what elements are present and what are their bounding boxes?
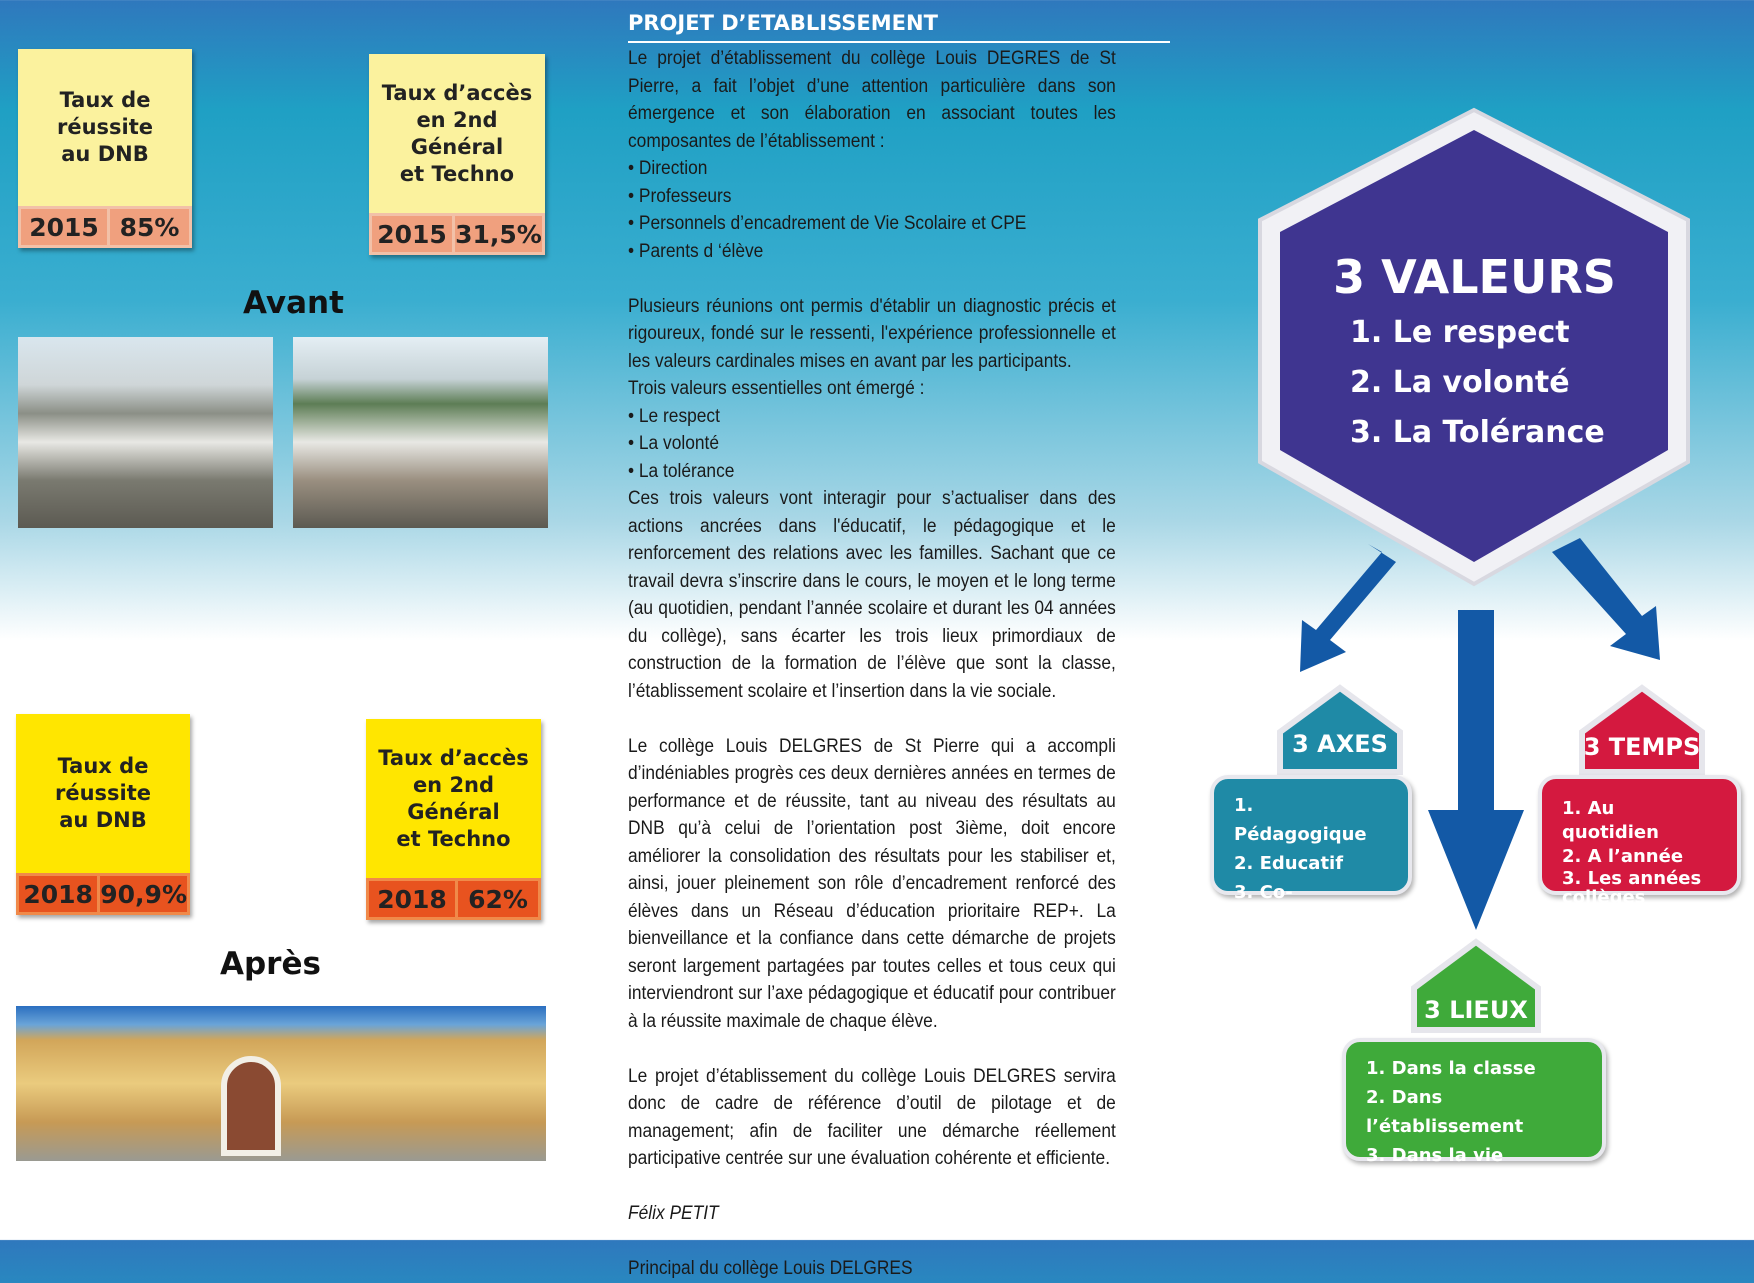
temps-card [1538, 775, 1741, 908]
stat-access-2018 [366, 719, 541, 920]
article-title: PROJET D’ETABLISSEMENT [628, 11, 938, 35]
article-body [628, 45, 1116, 1283]
temps-item: 2. A l’année [1562, 846, 1684, 867]
list-item: • La volonté [628, 433, 719, 454]
list-item: • Personnels d’encadrement de Vie Scolaire et CPE [628, 213, 1027, 234]
stat-value: 85% [110, 209, 189, 245]
list-item: • Direction [628, 158, 708, 179]
stat-dnb-2018 [16, 714, 190, 915]
paragraph-progress: Le collège Louis DELGRES de St Pierre qui a accompli d’indéniables progrès ces deux dernières années en termes de performance et de réussite, tant au niveau des résultats au DNB qu’à celui de l’orientation post 3ième, doit encore améliorer la consolidation des résultats pour les stabiliser et, ainsi, jouer pleinement son rôle d’encadrement renforcé des élèves dans un Réseau d’éducation prioritaire REP+. La bienveillance et la confiance dans cette démarche de projets seront largement partagées par toutes celles et tous ceux qui interviendront sur l’axe pédagogique et éducatif pour contribuer à la réussite maximale de chaque élève. [628, 735, 1116, 1032]
stat-year: 2015 [372, 216, 452, 252]
stat-year: 2015 [21, 209, 107, 245]
list-item: • Parents d ‘élève [628, 240, 764, 262]
stat-year: 2018 [19, 876, 97, 912]
temps-item: 1. Au quotidien [1562, 798, 1659, 843]
temps-title: 3 TEMPS [1583, 733, 1701, 761]
paragraph-actions: Ces trois valeurs vont interagir pour s’actualiser dans des actions ancrées dans l'éducatif, le pédagogique et le renforcement des relations avec les familles. Sachant que ce travail devra s’inscrire dans le cours, le moyen et le long terme (au quotidien, pendant l’année scolaire et durant les 04 années du collège), sans écarter les trois lieux primordiaux de construction de la formation de l’élève que sont la classe, l’établissement scolaire et l’insertion dans la vie sociale. [628, 488, 1116, 702]
lieux-item: 2. Dans l’établissement [1366, 1087, 1524, 1137]
photo-after [16, 1006, 546, 1161]
after-heading: Après [220, 946, 321, 982]
title-rule [628, 41, 1170, 43]
paragraph-meetings: Plusieurs réunions ont permis d'établir un diagnostic précis et rigoureux, fondé sur le ressenti, l'expérience professionnelle et les valeurs cardinales mises en avant par les participants. [628, 295, 1116, 372]
stat-value: 62% [458, 881, 538, 917]
lieux-title: 3 LIEUX [1424, 996, 1528, 1024]
arrow-left-icon [1300, 544, 1396, 672]
list-item: • La tolérance [628, 460, 735, 482]
axes-title: 3 AXES [1292, 730, 1388, 758]
list-item: • Le respect [628, 405, 720, 427]
arrow-down-icon [1428, 610, 1524, 930]
list-item: • Professeurs [628, 185, 732, 207]
value-item: 3. La Tolérance [1350, 415, 1605, 450]
stat-value: 90,9% [100, 876, 187, 912]
photo-before-2 [293, 337, 548, 528]
stat-label: Taux de réussite au DNB [54, 754, 152, 832]
signature-role: Principal du collège Louis DELGRES [628, 1258, 913, 1279]
paragraph-conclusion: Le projet d’établissement du collège Louis DELGRES servira donc de cadre de référence d’outil de pilotage et de management; afin de faciliter une démarche réellement participative centrée sur une évaluation cohérente et efficiente. [628, 1065, 1116, 1169]
arrow-right-icon [1552, 538, 1660, 660]
signature: Félix PETIT [628, 1203, 719, 1224]
paragraph-values-intro: Trois valeurs essentielles ont émergé : [628, 378, 925, 399]
stat-value: 31,5% [455, 216, 542, 252]
axes-item: 1. Pédagogique [1234, 795, 1367, 845]
axes-card [1210, 775, 1412, 932]
stat-year: 2018 [369, 881, 455, 917]
axes-item: 3. Co-Education [1234, 882, 1335, 932]
stat-label: Taux d’accès en 2nd Général et Techno [381, 80, 533, 186]
lieux-item: 1. Dans la classe [1366, 1058, 1536, 1079]
stat-access-2015 [369, 54, 545, 255]
stat-label: Taux de réussite au DNB [56, 88, 154, 166]
temps-item: 3. Les années collèges [1562, 868, 1702, 908]
axes-item: 2. Educatif [1234, 853, 1344, 874]
photo-before-1 [18, 337, 273, 528]
value-item: 1. Le respect [1350, 315, 1570, 350]
values-title: 3 VALEURS [1333, 250, 1616, 304]
stat-label: Taux d’accès en 2nd Général et Techno [378, 745, 529, 851]
value-item: 2. La volonté [1350, 365, 1570, 400]
paragraph-intro: Le projet d’établissement du collège Louis DEGRES de St Pierre, a fait l’objet d’une attention particulière dans son émergence et son élaboration en associant toutes les composantes de l’établissement : [628, 48, 1116, 152]
values-list [1350, 308, 1605, 458]
before-heading: Avant [243, 285, 344, 321]
lieux-card [1342, 1038, 1606, 1166]
stat-dnb-2015 [18, 49, 192, 248]
lieux-item: 3. Dans la vie [1366, 1145, 1504, 1166]
